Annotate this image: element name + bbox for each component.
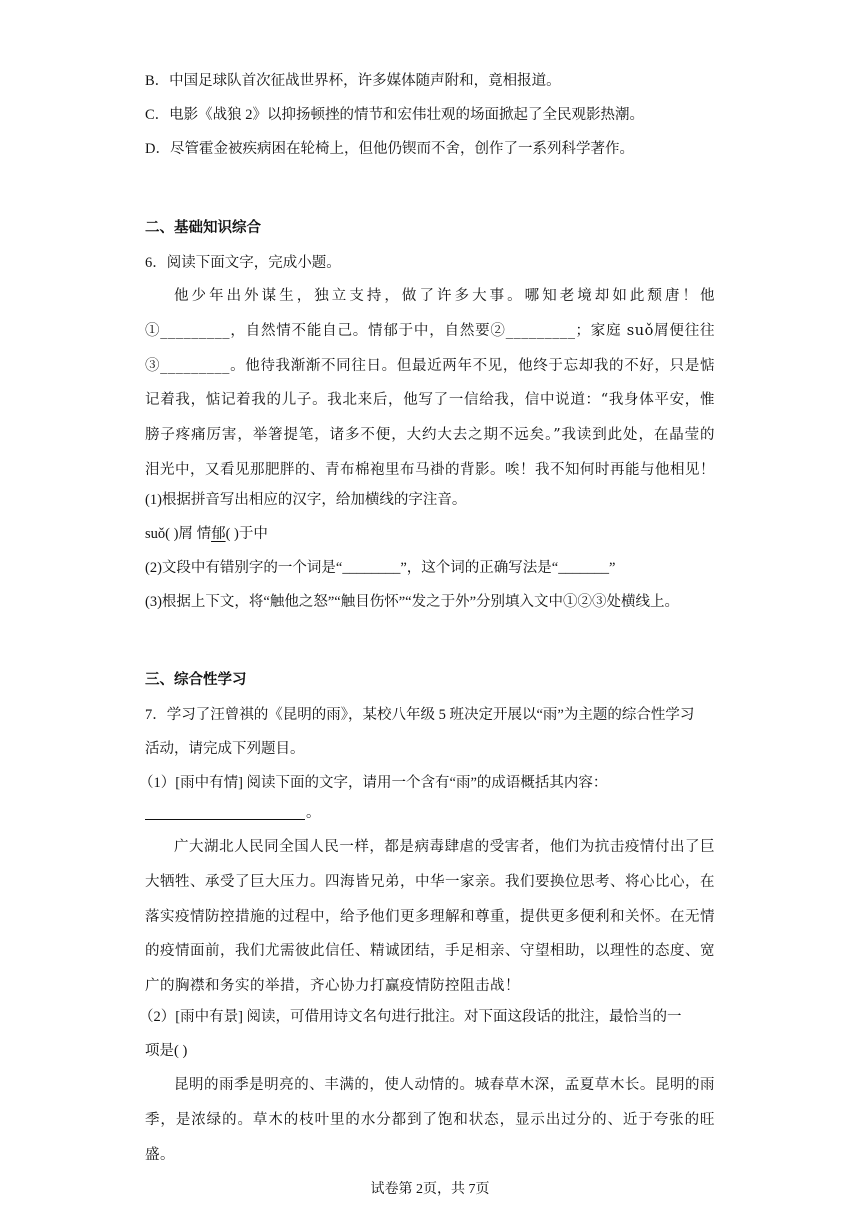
qing-label: 情 bbox=[192, 526, 212, 542]
yu-char: 郁 bbox=[211, 526, 226, 542]
page-footer: 试卷第 2页，共 7页 bbox=[370, 1182, 490, 1197]
section-heading-2: 二、基础知识综合 bbox=[145, 220, 261, 236]
question-6-passage: 他少年出外谋生，独立支持，做了许多大事。哪知老境却如此颓唐！他①_________，自然情不能自己。情郁于中，自然要②_________；家庭 suǒ屑便往往③_________。他待我渐渐不同往日。但最近两年不见，他终于忘却我的不好，只是惦记着我，惦记着我的儿子。我北来后，他写了一信给我，信中说道：“我身体平安，惟膀子疼痛厉害，举箸提笔，诸多不便，大约大去之期不远矣。”我读到此处，在晶莹的泪光中，又看见那肥胖的、青布棉袍里布马褂的背影。唉！我不知何时再能与他相见！ bbox=[145, 288, 715, 478]
question-6-stem: 6．阅读下面文字，完成小题。 bbox=[145, 255, 341, 271]
q7-sub2-line1: （2）[雨中有景] 阅读，可借用诗文名句进行批注。对下面这段话的批注，最恰当的一 bbox=[139, 1009, 682, 1025]
q7-sub1-period: 。 bbox=[306, 805, 321, 821]
option-d: D．尽管霍金被疾病困在轮椅上，但他仍锲而不舍，创作了一系列科学著作。 bbox=[145, 141, 634, 157]
q7-sub2-line2: 项是( ) bbox=[145, 1043, 188, 1059]
q7-passage-2: 昆明的雨季是明亮的、丰满的，使人动情的。城春草木深，孟夏草木长。昆明的雨季，是浓绿的。草木的枝叶里的水分都到了饱和状态，显示出过分的、近于夸张的旺盛。 bbox=[145, 1077, 715, 1163]
option-b: B．中国足球队首次征战世界杯，许多媒体随声附和，竟相报道。 bbox=[145, 73, 561, 89]
q6-sub3: (3)根据上下文，将“触他之怒”“触目伤怀”“发之于外”分别填入文中①②③处横线上。 bbox=[145, 594, 680, 610]
yu-blank: ( )于中 bbox=[225, 526, 268, 542]
q7-passage-1: 广大湖北人民同全国人民一样，都是病毒肆虐的受害者，他们为抗击疫情付出了巨大牺牲、承受了巨大压力。四海皆兄弟，中华一家亲。我们要换位思考、将心比心，在落实疫情防控措施的过程中，给予他们更多理解和尊重，提供更多便利和关怀。在无情的疫情面前，我们尤需彼此信任、精诚团结，手足相亲、守望相助，以理性的态度、宽广的胸襟和务实的举措，齐心协力打赢疫情防控阻击战！ bbox=[145, 839, 715, 995]
q7-sub1: （1）[雨中有情] 阅读下面的文字，请用一个含有“雨”的成语概括其内容： bbox=[139, 775, 608, 791]
suo-blank: suǒ( )屑 bbox=[145, 526, 193, 542]
q6-sub1-answers bbox=[145, 524, 268, 544]
q7-sub1-answer-line bbox=[145, 819, 305, 820]
q6-sub2: (2)文段中有错别字的一个词是“________”，这个词的正确写法是“_______” bbox=[145, 560, 616, 576]
question-7-line2: 活动，请完成下列题目。 bbox=[145, 741, 305, 757]
question-7-line1: 7．学习了汪曾祺的《昆明的雨》，某校八年级 5 班决定开展以“雨”为主题的综合性学习 bbox=[145, 707, 695, 723]
section-heading-3: 三、综合性学习 bbox=[145, 672, 247, 688]
option-c: C．电影《战狼 2》以抑扬顿挫的情节和宏伟壮观的场面掀起了全民观影热潮。 bbox=[145, 107, 645, 123]
q6-sub1: (1)根据拼音写出相应的汉字，给加横线的字注音。 bbox=[145, 492, 467, 508]
